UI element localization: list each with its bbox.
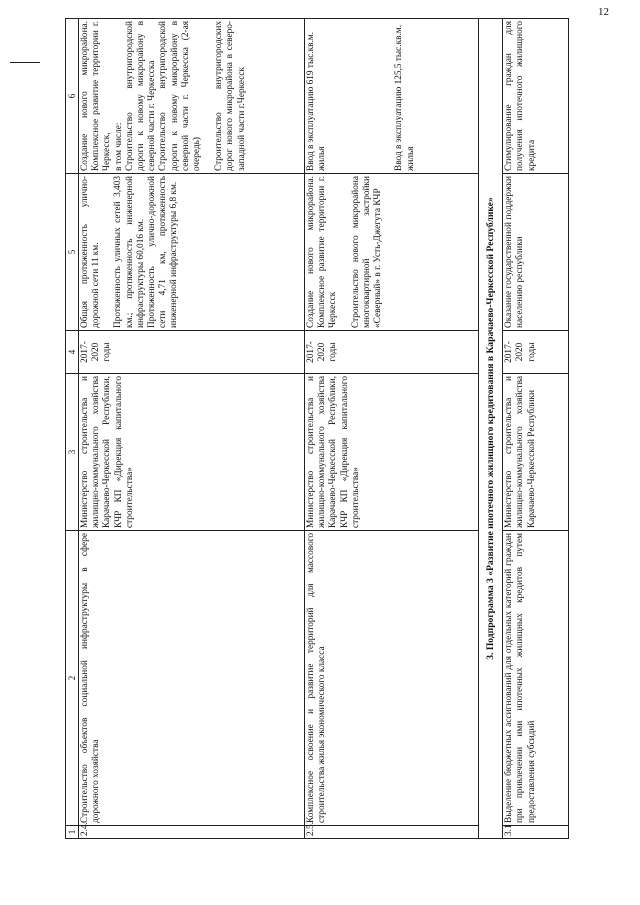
program-table	[65, 18, 569, 839]
col-header-5: 5	[66, 174, 79, 331]
executor-cell: Министерство строительства и жилищно-коммунального хозяйства Карачаево-Черкесской Республики	[503, 374, 569, 531]
effect-text: Создание нового микрорайона. Комплексное развитие территории г. Черкесск,	[80, 21, 113, 171]
executor-cell: Министерство строительства и жилищно-коммунального хозяйства Карачаево-Черкесской Республики, КЧР КП «Дирекция капитального строительства»	[305, 374, 479, 531]
executor-cell: Министерство строительства и жилищно-коммунального хозяйства Карачаево-Черкесской Республики, КЧР КП «Дирекция капитального строительства»	[79, 374, 305, 531]
page-number: 12	[598, 6, 609, 18]
effect-text: в том числе:	[113, 122, 124, 171]
effect-cell	[79, 19, 305, 174]
col-header-2: 2	[66, 531, 79, 826]
period-cell: 2017-2020 годы	[305, 331, 479, 374]
effect-cell	[305, 19, 479, 174]
period-cell: 2017-2020 годы	[79, 331, 305, 374]
section-title: 3. Подпрограмма 3 «Развитие ипотечного жилищного кредитования в Карачаево-Черкесской Республике»	[479, 19, 503, 839]
result-cell	[79, 174, 305, 331]
effect-text: Строительство внутригородской дороги к новому микрорайону в северной части г. Черкесска	[124, 21, 158, 171]
col-header-3: 3	[66, 374, 79, 531]
table-row	[79, 19, 305, 839]
effect-cell: Стимулирование граждан для получения ипотечного жилищного кредита	[503, 19, 569, 174]
result-text: Создание нового микрорайона. Комплексное развитие территории г. Черкесск	[306, 176, 339, 328]
section-row	[479, 19, 503, 839]
effect-text: Ввод в эксплуатацию 125,5 тыс.кв.м. жилья	[394, 24, 416, 171]
measure-name: Комплексное освоение и развитие территорий для массового строительства жилья экономического класса	[305, 531, 479, 826]
margin-rule	[10, 62, 40, 63]
result-text: Протяженность улично-дорожной сети 4,71 км, протяженность инженерной инфраструктуры 6,8 км.	[147, 176, 180, 328]
result-text: Строительство нового микрорайона многоквартирной застройки «Северный» в г. Усть-Джегута КЧР	[350, 176, 384, 328]
effect-text: Строительство внутригородской дороги к новому микрорайону в северной части г. Черкесска (2-ая очередь)	[158, 21, 203, 171]
rotated-table-page	[65, 19, 617, 839]
result-cell: Оказание государственной поддержки населению республики	[503, 174, 569, 331]
measure-name: Строительство объектов социальной инфраструктуры в сфере дорожного хозяйства	[79, 531, 305, 826]
result-text: Общая протяженность улично-дорожной сети 11 км.	[80, 176, 102, 328]
effect-text: Ввод в эксплуатацию 619 тыс.кв.м. жилья	[306, 31, 328, 171]
column-number-row	[66, 19, 79, 839]
row-number: 3.1	[503, 826, 569, 839]
col-header-4: 4	[66, 331, 79, 374]
row-number: 2.5.	[305, 826, 479, 839]
table-row	[503, 19, 569, 839]
row-number: 2.4.	[79, 826, 305, 839]
col-header-1: 1	[66, 826, 79, 839]
result-text: Протяженность уличных сетей 3,403 км.; протяженность инженерной инфраструктуры 60,016 км.	[113, 176, 146, 328]
table-row	[305, 19, 479, 839]
period-cell: 2017-2020 годы	[503, 331, 569, 374]
result-cell	[305, 174, 479, 331]
measure-name: Выделение бюджетных ассигнований для отдельных категорий граждан при привлечении ими ипотечных жилищных кредитов путем предоставления субсидий	[503, 531, 569, 826]
col-header-6: 6	[66, 19, 79, 174]
effect-text: Строительство внутригородских дорог нового микрорайона в северо-западной части г.Черкесск	[214, 21, 247, 171]
